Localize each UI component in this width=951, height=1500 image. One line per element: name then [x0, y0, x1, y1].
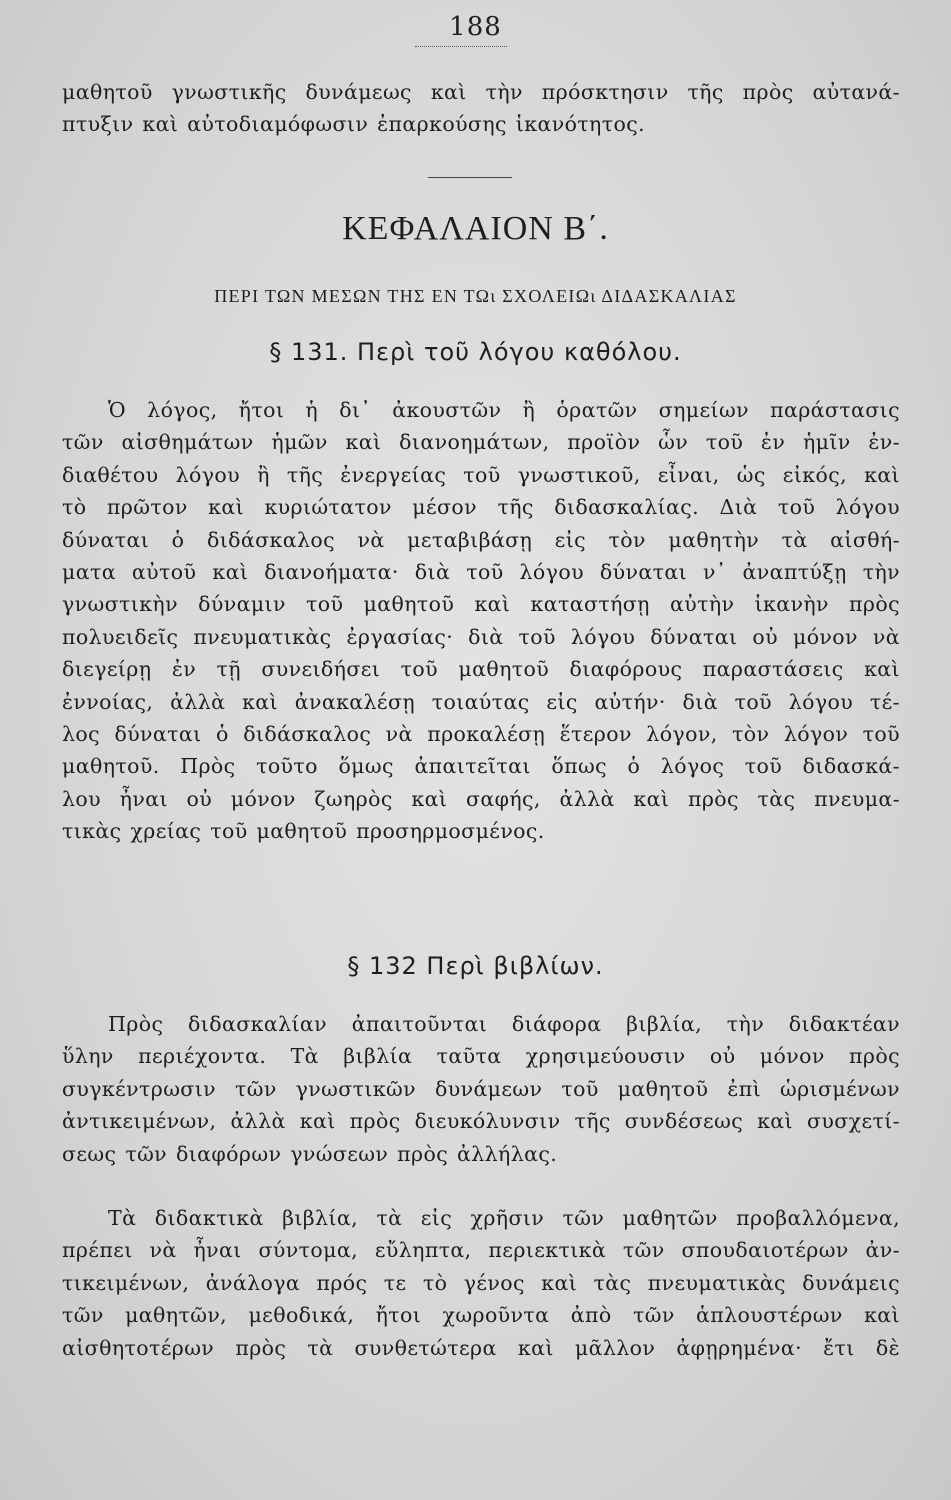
text-line: δύναται ὁ διδάσκαλος νὰ μεταβιβάσῃ εἰς τὸν μαθητὴν τὰ αἰσθή-	[62, 527, 900, 552]
text-line: τικειμένων, ἀνάλογα πρός τε τὸ γένος καὶ τὰς πνευματικὰς δυνάμεις	[62, 1270, 900, 1295]
section-132-paragraph-1	[62, 1008, 900, 1170]
text-line: ματα αὐτοῦ καὶ διανοήματα· διὰ τοῦ λόγου δύναται ν᾿ ἀναπτύξῃ τὴν	[62, 560, 900, 585]
text-line: διαθέτου λόγου ἢ τῆς ἐνεργείας τοῦ γνωστικοῦ, εἶναι, ὡς εἰκός, καὶ	[62, 462, 900, 487]
text-line: αἰσθητοτέρων πρὸς τὰ συνθετώτερα καὶ μᾶλλον ἀφῃρημένα· ἔτι δὲ	[62, 1335, 900, 1360]
text-line: πρέπει νὰ ἦναι σύντομα, εὔληπτα, περιεκτικὰ τῶν σπουδαιοτέρων ἀν-	[62, 1238, 900, 1263]
text-line: ἐννοίας, ἀλλὰ καὶ ἀνακαλέσῃ τοιαύτας εἰς αὐτήν· διὰ τοῦ λόγου τέ-	[62, 689, 900, 714]
section-132-paragraph-2	[62, 1202, 900, 1364]
text-line: λου ἦναι οὐ μόνον ζωηρὸς καὶ σαφής, ἀλλὰ καὶ πρὸς τὰς πνευμα-	[62, 786, 900, 811]
text-line: συγκέντρωσιν τῶν γνωστικῶν δυνάμεων τοῦ μαθητοῦ ἐπὶ ὡρισμένων	[62, 1076, 900, 1101]
chapter-title: ΚΕΦΑΛΑΙΟΝ Β΄.	[342, 210, 609, 247]
text-line: πτυξιν καὶ αὐτοδιαμόφωσιν ἐπαρκούσης ἱκανότητος.	[62, 112, 646, 137]
page-number: 188	[449, 12, 502, 42]
text-line: σεως τῶν διαφόρων γνώσεων πρὸς ἀλλήλας.	[62, 1141, 558, 1166]
text-line: Τὰ διδακτικὰ βιβλία, τὰ εἰς χρῆσιν τῶν μαθητῶν προβαλλόμενα,	[108, 1206, 900, 1230]
text-line: διεγείρῃ ἐν τῇ συνειδήσει τοῦ μαθητοῦ διαφόρους παραστάσεις καὶ	[62, 657, 900, 682]
text-line: μαθητοῦ. Πρὸς τοῦτο ὅμως ἀπαιτεῖται ὅπως ὁ λόγος τοῦ διδασκά-	[62, 754, 900, 779]
section-131-paragraph	[62, 394, 900, 848]
continuation-paragraph	[62, 76, 900, 141]
chapter-subtitle: ΠΕΡΙ ΤΩΝ ΜΕΣΩΝ ΤΗΣ ΕΝ ΤΩι ΣΧΟΛΕΙΩι ΔΙΔΑΣΚΑΛΙΑΣ	[214, 286, 737, 306]
text-line: Πρὸς διδασκαλίαν ἀπαιτοῦνται διάφορα βιβλία, τὴν διδακτέαν	[108, 1012, 900, 1036]
page-number-underline	[415, 46, 507, 47]
text-line: Ὁ λόγος, ἤτοι ἡ δι᾿ ἀκουστῶν ἢ ὁρατῶν σημείων παράστασις	[108, 398, 900, 422]
text-line: τῶν αἰσθημάτων ἡμῶν καὶ διανοημάτων, προϊὸν ὧν τοῦ ἐν ἡμῖν ἐν-	[62, 430, 900, 455]
text-line: γνωστικὴν δύναμιν τοῦ μαθητοῦ καὶ καταστήσῃ αὐτὴν ἱκανὴν πρὸς	[62, 592, 900, 617]
text-line: πολυειδεῖς πνευματικὰς ἐργασίας· διὰ τοῦ λόγου δύναται οὐ μόνον νὰ	[62, 624, 900, 649]
text-line: ὕλην περιέχοντα. Τὰ βιβλία ταῦτα χρησιμεύουσιν οὐ μόνον πρὸς	[62, 1044, 900, 1069]
text-line: τῶν μαθητῶν, μεθοδικά, ἤτοι χωροῦντα ἀπὸ τῶν ἁπλουστέρων καὶ	[62, 1303, 900, 1328]
section-heading-132: § 132 Περὶ βιβλίων.	[347, 952, 604, 980]
text-line: ἀντικειμένων, ἀλλὰ καὶ πρὸς διευκόλυνσιν τῆς συνδέσεως καὶ συσχετί-	[62, 1109, 900, 1134]
text-line: μαθητοῦ γνωστικῆς δυνάμεως καὶ τὴν πρόσκτησιν τῆς πρὸς αὐτανά-	[62, 80, 900, 104]
text-line: τικὰς χρείας τοῦ μαθητοῦ προσηρμοσμένος.	[62, 819, 545, 844]
section-heading-131: § 131. Περὶ τοῦ λόγου καθόλου.	[269, 338, 682, 366]
text-line: τὸ πρῶτον καὶ κυριώτατον μέσον τῆς διδασκαλίας. Διὰ τοῦ λόγου	[62, 495, 900, 520]
separator-rule	[428, 177, 512, 178]
text-line: λος δύναται ὁ διδάσκαλος νὰ προκαλέσῃ ἕτερον λόγον, τὸν λόγον τοῦ	[62, 722, 900, 747]
